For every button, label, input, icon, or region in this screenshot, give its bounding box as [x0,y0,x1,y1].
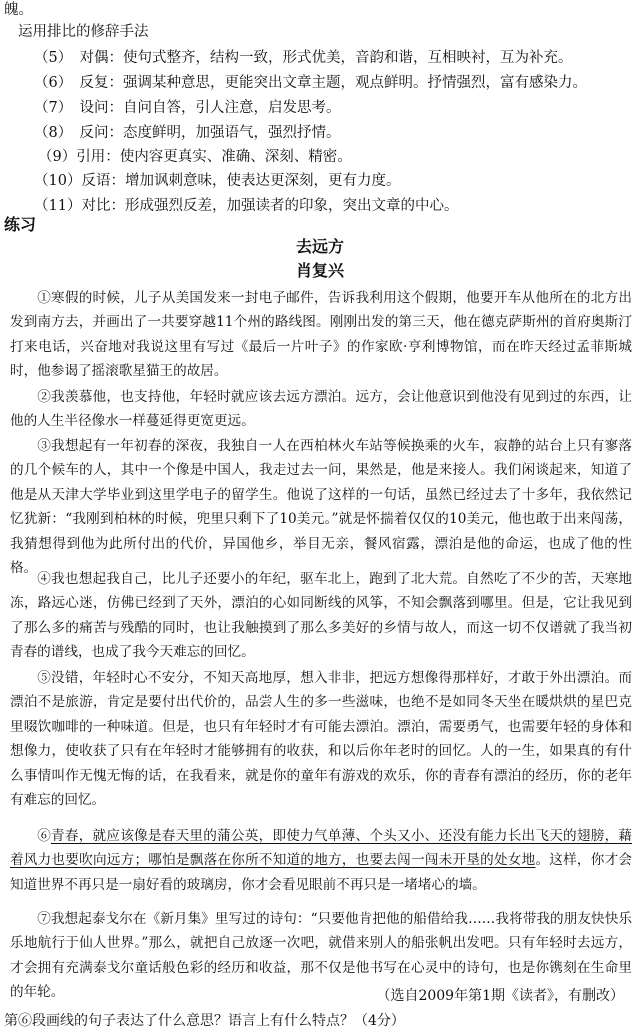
paragraph-2: ②我羡慕他，也支持他，年轻时就应该去远方漂泊。远方，会让他意识到他没有见到过的东西，让他的人生半径像水一样蔓延得更宽更远。 [10,389,632,430]
rhetoric-item: （5） 对偶：使句式整齐，结构一致，形式优美，音韵和谐，互相映衬，互为补充。 [34,50,573,66]
paragraph-7: ⑦我想起泰戈尔在《新月集》里写过的诗句：“只要他肯把他的船借给我……我将带我的朋友快快乐乐地航行于仙人世界。”那么，就把自己放逐一次吧，就借来别人的船张帆出发吧。只有年轻时去远方，才会拥有充满泰戈尔童话般色彩的经历和收益，那不仅是他书写在心灵中的诗句，也是你镌刻在生命里的年轮。 [10,911,632,1001]
rhetoric-heading: 运用排比的修辞手法 [18,24,149,40]
rhetoric-item: （8） 反问：态度鲜明，加强语气，强烈抒情。 [34,125,341,141]
paragraph-6-rest: 。这样，你才会知道世界不再只是一扇好看的玻璃房，你才会看见眼前不再只是一堵堵心的墙。 [10,852,633,893]
rhetoric-item: （7） 设问：自问自答，引人注意，启发思考。 [34,100,341,116]
rhetoric-item: （11）对比：形成强烈反差，加强读者的印象，突出文章的中心。 [34,198,459,214]
paragraph-3: ③我想起有一年初春的深夜，我独自一人在西柏林火车站等候换乘的火车，寂静的站台上只有寥落的几个候车的人，其中一个像是中国人，我走过去一问，果然是，他是来接人。我们闲谈起来，知道了他是从天津大学毕业到这里学电子的留学生。他说了这样的一句话，虽然已经过去了十多年，我依然记忆犹新：“我刚到柏林的时候，兜里只剩下了10美元。”就是怀揣着仅仅的10美元，他也敢于出来闯荡，我猜想得到他为此所付出的代价，异国他乡，举目无亲，餐风宿露，漂泊是他的命运，也成了他的性格。 [10,438,632,577]
top-fragment: 魄。 [4,2,33,18]
paragraph-1: ①寒假的时候，儿子从美国发来一封电子邮件，告诉我利用这个假期，他要开车从他所在的北方出发到南方去，并画出了一共要穿越11个州的路线图。刚刚出发的第三天，他在德克萨斯州的首府奥斯汀打来电话，兴奋地对我说这里有写过《最后一片叶子》的作家欧·亨利博物馆，而在昨天经过孟菲斯城时，他参谒了摇滚歌星猫王的故居。 [10,290,632,380]
rhetoric-item: （10）反语：增加讽刺意味，使表达更深刻，更有力度。 [34,173,401,189]
underlined-sentence: 青春，就应该像是春天里的蒲公英，即使力气单薄、个头又小、还没有能力长出飞天的翅膀，藉着风力也要吹向远方；哪怕是飘落在你所不知道的地方，也要去闯一闯未开垦的处女地 [10,828,633,869]
article-source: （选自2009年第1期《读者》，有删改） [376,988,624,1004]
article-title: 去远方 [295,237,344,256]
exercise-question: 第⑥段画线的句子表达了什么意思？语言上有什么特点？（4分） [4,1013,405,1029]
paragraph-6 [10,824,632,897]
paragraph-6-number: ⑥ [37,828,52,844]
article-author: 肖复兴 [295,261,344,280]
rhetoric-item: （9）引用：使内容更真实、准确、深刻、精密。 [38,149,352,165]
section-title: 练习 [4,215,37,234]
rhetoric-item: （6） 反复：强调某种意思，更能突出文章主题，观点鲜明。抒情强烈，富有感染力。 [34,75,587,91]
paragraph-4: ④我也想起我自己，比儿子还要小的年纪，驱车北上，跑到了北大荒。自然吃了不少的苦，天寒地冻，路远心迷，仿佛已经到了天外，漂泊的心如同断线的风筝，不知会飘落到哪里。但是，它让我见到了那么多的痛苦与残酷的同时，也让我触摸到了那么多美好的乡情与故人，而这一切不仅谱就了我当初青春的谱线，也成了我今天难忘的回忆。 [10,571,632,661]
paragraph-5: ⑤没错，年轻时心不安分，不知天高地厚，想入非非，把远方想像得那样好，才敢于外出漂泊。而漂泊不是旅游，肯定是要付出代价的，品尝人生的多一些滋味，也绝不是如同冬天坐在暖烘烘的星巴克里啜饮咖啡的一种味道。但是，也只有年轻时才有可能去漂泊。漂泊，需要勇气，也需要年轻的身体和想像力，使收获了只有在年轻时才能够拥有的收获，和以后你年老时的回忆。人的一生，如果真的有什么事情叫作无愧无悔的话，在我看来，就是你的童年有游戏的欢乐，你的青春有漂泊的经历，你的老年有难忘的回忆。 [10,670,632,809]
